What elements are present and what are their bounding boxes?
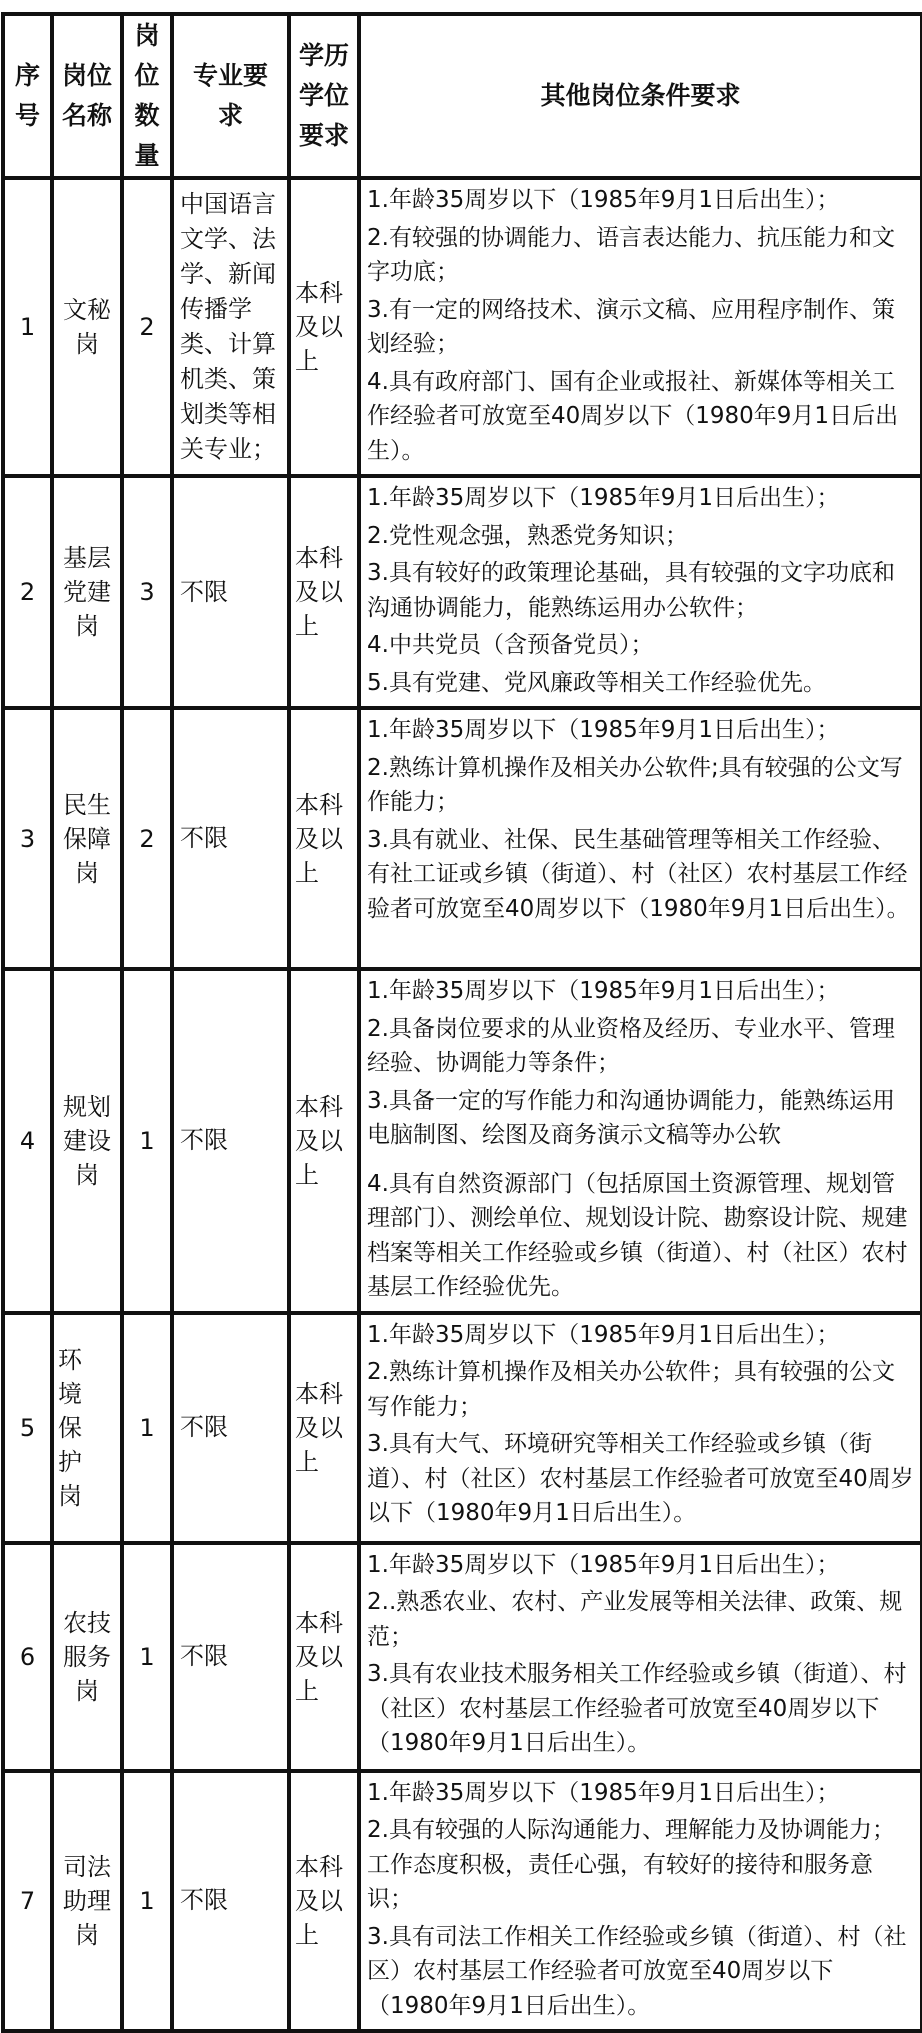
position-name xyxy=(52,969,122,1313)
row-no: 6 xyxy=(3,1543,52,1771)
requirement-item: 1.年龄35周岁以下（1985年9月1日后出生）； xyxy=(367,1321,840,1348)
name-line: 岗 xyxy=(75,612,99,640)
major-requirement: 不限 xyxy=(172,969,289,1313)
name-line: 助理 xyxy=(63,1886,111,1915)
degree-line: 本科 xyxy=(295,1092,343,1121)
requirement-item: 2.具备岗位要求的从业资格及经历、专业水平、管理经验、协调能力等条件； xyxy=(367,1015,895,1076)
degree-line: 及以 xyxy=(295,1126,343,1155)
header-count-line: 数量 xyxy=(134,101,160,170)
requirement-item: 4.具有自然资源部门（包括原国土资源管理、规划管理部门）、测绘单位、规划设计院、勘察设计院、规建档案等相关工作经验或乡镇（街道）、村（社区）农村基层工作经验优先。 xyxy=(367,1170,908,1300)
position-name xyxy=(52,1313,122,1543)
position-name xyxy=(52,178,122,476)
job-requirements-table xyxy=(1,12,922,2033)
requirement-item: 1.年龄35周岁以下（1985年9月1日后出生）； xyxy=(367,1779,840,1806)
requirement-item: 4.中共党员（含预备党员）； xyxy=(367,632,654,658)
row-no: 1 xyxy=(3,178,52,476)
table-row xyxy=(3,708,922,969)
table-row xyxy=(3,1771,922,2032)
name-line: 服务 xyxy=(63,1642,111,1671)
table-row xyxy=(3,969,922,1313)
requirement-item: 2.具有较强的人际沟通能力、理解能力及协调能力；工作态度积极，责任心强，有较好的接待和服务意识； xyxy=(367,1817,895,1912)
other-requirements xyxy=(359,708,922,969)
name-line: 岗 xyxy=(58,1481,82,1510)
header-position-name xyxy=(52,14,122,178)
requirement-item: 2..熟悉农业、农村、产业发展等相关法律、政策、规范； xyxy=(367,1589,903,1650)
requirement-item: 3.具有司法工作相关工作经验或乡镇（街道）、村（社区）农村基层工作经验者可放宽至40周岁以下（1980年9月1日后出生）。 xyxy=(367,1923,907,2019)
requirement-item: 2.党性观念强，熟悉党务知识； xyxy=(367,522,688,549)
header-name-line: 名称 xyxy=(61,101,112,130)
row-no: 4 xyxy=(3,969,52,1313)
degree-line: 上 xyxy=(295,1920,319,1949)
requirement-item: 1.年龄35周岁以下（1985年9月1日后出生）； xyxy=(367,1551,840,1578)
major-requirement: 中国语言文学、法学、新闻传播学类、计算机类、策划类等相关专业； xyxy=(172,178,289,476)
row-no: 7 xyxy=(3,1771,52,2032)
degree-line: 本科 xyxy=(295,1379,343,1408)
degree-line: 上 xyxy=(295,612,319,640)
name-line-text: 环境 xyxy=(58,1345,96,1408)
other-requirements xyxy=(359,1313,922,1543)
name-line: 基层 xyxy=(63,544,111,572)
degree-line: 及以 xyxy=(295,1642,343,1671)
requirement-item: 1.年龄35周岁以下（1985年9月1日后出生）； xyxy=(367,485,840,511)
degree-requirement xyxy=(289,1313,359,1543)
degree-line: 及以 xyxy=(295,1413,343,1442)
header-name-line: 岗位 xyxy=(61,61,112,90)
position-count: 3 xyxy=(122,476,172,708)
header-degree-line: 要求 xyxy=(298,121,349,150)
name-line: 岗 xyxy=(75,858,99,887)
name-line: 岗 xyxy=(75,1676,99,1705)
position-count: 1 xyxy=(122,1313,172,1543)
name-line: 农技 xyxy=(63,1608,111,1637)
position-count: 1 xyxy=(122,1771,172,2032)
major-requirement: 不限 xyxy=(172,1313,289,1543)
header-no xyxy=(3,14,52,178)
other-requirements xyxy=(359,1543,922,1771)
requirement-item: 1.年龄35周岁以下（1985年9月1日后出生）； xyxy=(367,717,840,743)
degree-requirement xyxy=(289,969,359,1313)
header-count-line: 岗位 xyxy=(134,21,160,90)
requirement-item: 2.熟练计算机操作及相关办公软件；具有较强的公文写作能力； xyxy=(367,1359,895,1420)
table-row xyxy=(3,178,922,476)
header-no-line: 号 xyxy=(14,101,40,130)
position-count: 1 xyxy=(122,1543,172,1771)
other-requirements xyxy=(359,476,922,708)
name-line: 司法 xyxy=(63,1852,111,1881)
table-row xyxy=(3,1313,922,1543)
position-count: 2 xyxy=(122,708,172,969)
degree-line: 上 xyxy=(295,1676,319,1705)
position-name xyxy=(52,476,122,708)
degree-requirement xyxy=(289,1771,359,2032)
degree-line: 上 xyxy=(295,347,319,375)
degree-line: 本科 xyxy=(295,1852,343,1881)
degree-line: 本科 xyxy=(295,790,343,819)
requirement-item: 5.具有党建、党风廉政等相关工作经验优先。 xyxy=(367,669,826,696)
header-major-line: 求 xyxy=(217,101,243,130)
degree-line: 本科 xyxy=(295,279,343,307)
degree-requirement xyxy=(289,1543,359,1771)
header-degree-line: 学历 xyxy=(298,41,349,70)
table-row xyxy=(3,1543,922,1771)
name-line: 规划 xyxy=(63,1092,111,1121)
major-requirement: 不限 xyxy=(172,476,289,708)
name-line: 党建 xyxy=(63,578,111,606)
table-row xyxy=(3,476,922,708)
name-line-text: 保护 xyxy=(58,1413,96,1476)
name-line: 岗 xyxy=(75,1920,99,1949)
row-no: 2 xyxy=(3,476,52,708)
position-name xyxy=(52,1543,122,1771)
degree-line: 及以 xyxy=(295,313,343,341)
requirement-item: 3.具备一定的写作能力和沟通协调能力，能熟练运用电脑制图、绘图及商务演示文稿等办公软 xyxy=(367,1087,895,1148)
row-no: 3 xyxy=(3,708,52,969)
name-line: 岗 xyxy=(75,330,99,358)
header-degree-requirement xyxy=(289,14,359,178)
degree-requirement xyxy=(289,708,359,969)
requirement-item: 4.具有政府部门、国有企业或报社、新媒体等相关工作经验者可放宽至40周岁以下（1980年9月1日后出生）。 xyxy=(367,368,899,464)
name-line: 民生 xyxy=(63,790,111,819)
degree-line: 上 xyxy=(295,1447,319,1476)
requirement-item: 1.年龄35周岁以下（1985年9月1日后出生）； xyxy=(367,187,840,213)
position-count: 1 xyxy=(122,969,172,1313)
other-requirements xyxy=(359,178,922,476)
name-line xyxy=(58,1411,116,1479)
header-no-line: 序 xyxy=(14,61,40,90)
requirement-item: 2.有较强的协调能力、语言表达能力、抗压能力和文字功底； xyxy=(367,224,895,285)
position-count: 2 xyxy=(122,178,172,476)
degree-line: 及以 xyxy=(295,824,343,853)
requirement-item: 3.具有农业技术服务相关工作经验或乡镇（街道）、村（社区）农村基层工作经验者可放宽至40周岁以下（1980年9月1日后出生）。 xyxy=(367,1661,907,1756)
name-line: 文秘 xyxy=(63,296,111,324)
degree-requirement xyxy=(289,178,359,476)
header-degree-line: 学位 xyxy=(298,81,349,110)
degree-line: 及以 xyxy=(295,578,343,606)
table-header-row xyxy=(3,14,922,178)
requirement-item: 2.熟练计算机操作及相关办公软件;具有较强的公文写作能力； xyxy=(367,754,903,815)
major-requirement: 不限 xyxy=(172,708,289,969)
name-line: 岗 xyxy=(75,1160,99,1189)
major-requirement: 不限 xyxy=(172,1543,289,1771)
position-name xyxy=(52,1771,122,2032)
header-major-line: 专业要 xyxy=(192,61,268,90)
degree-line: 上 xyxy=(295,858,319,887)
degree-line: 本科 xyxy=(295,544,343,572)
degree-line: 及以 xyxy=(295,1886,343,1915)
requirement-item: 3.具有就业、社保、民生基础管理等相关工作经验、有社工证或乡镇（街道）、村（社区）农村基层工作经验者可放宽至40周岁以下（1980年9月1日后出生）。 xyxy=(367,826,910,922)
degree-line: 上 xyxy=(295,1160,319,1189)
name-line: 保障 xyxy=(63,824,111,853)
requirement-item: 3.具有较好的政策理论基础，具有较强的文字功底和沟通协调能力，能熟练运用办公软件； xyxy=(367,560,895,621)
other-requirements xyxy=(359,969,922,1313)
degree-line: 本科 xyxy=(295,1608,343,1637)
row-no: 5 xyxy=(3,1313,52,1543)
other-requirements xyxy=(359,1771,922,2032)
requirement-item: 3.具有大气、环境研究等相关工作经验或乡镇（街道）、村（社区）农村基层工作经验者可放宽至40周岁以下（1980年9月1日后出生）。 xyxy=(367,1431,914,1526)
position-name xyxy=(52,708,122,969)
header-other-requirements: 其他岗位条件要求 xyxy=(359,14,922,178)
major-requirement: 不限 xyxy=(172,1771,289,2032)
requirement-item: 1.年龄35周岁以下（1985年9月1日后出生）； xyxy=(367,978,840,1004)
name-line: 建设 xyxy=(63,1126,111,1155)
requirement-item: 3.有一定的网络技术、演示文稿、应用程序制作、策划经验； xyxy=(367,296,895,357)
header-major-requirement xyxy=(172,14,289,178)
name-line xyxy=(58,1343,116,1411)
header-position-count xyxy=(122,14,172,178)
degree-requirement xyxy=(289,476,359,708)
